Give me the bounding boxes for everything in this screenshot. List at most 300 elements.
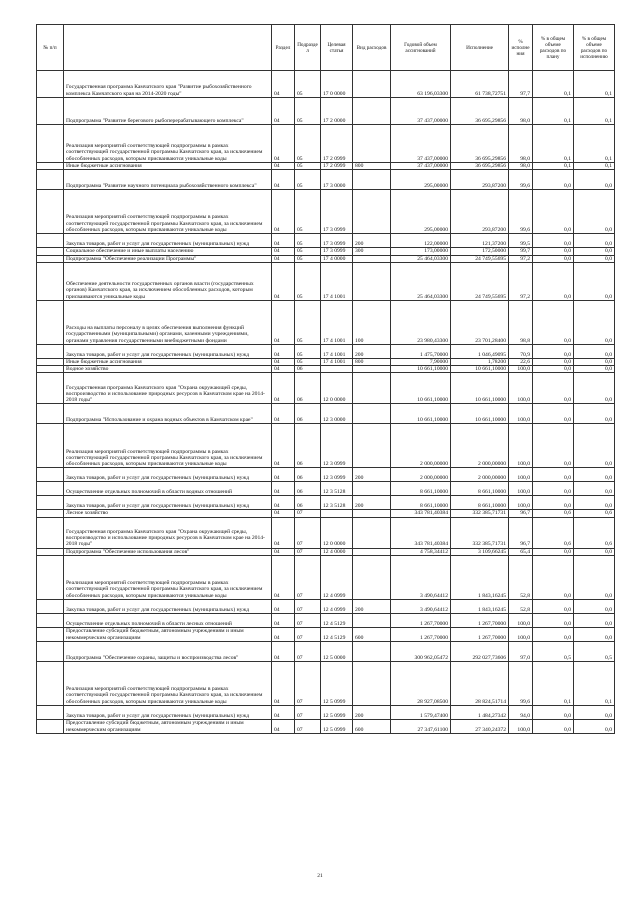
cell-number: [37, 262, 64, 300]
cell-annual-budget: 25 464,03300: [391, 262, 451, 300]
cell-name: Закупка товаров, работ и услуг для государственных (муниципальных) нужд: [64, 468, 272, 482]
cell-podrazdel: 05: [295, 71, 321, 98]
cell-number: [37, 358, 64, 365]
cell-annual-budget: 295,00000: [391, 190, 451, 234]
table-row: [37, 248, 615, 255]
cell-share-execution: 0,0: [574, 358, 615, 365]
cell-name: Государственная программа Камчатского края "Развитие рыбохозяйственного комплекса Камчатского края на 2014-2020 годы": [64, 71, 272, 98]
cell-razdel: 04: [272, 706, 295, 720]
cell-podrazdel: 07: [295, 706, 321, 720]
cell-share-execution: 0,0: [574, 170, 615, 190]
cell-execution: 10 661,10000: [451, 366, 509, 373]
cell-expense-type: [353, 255, 391, 262]
table-row: [37, 300, 615, 344]
cell-name: Лесное хозяйство: [64, 510, 272, 517]
cell-podrazdel: 06: [295, 468, 321, 482]
cell-target-article: 17 3 0000: [321, 170, 353, 190]
cell-execution-pct: 100,0: [509, 482, 533, 496]
cell-annual-budget: 1 475,70000: [391, 344, 451, 358]
cell-execution-pct: 99,5: [509, 234, 533, 248]
cell-target-article: 12 5 0000: [321, 642, 353, 662]
cell-execution-pct: 52,8: [509, 556, 533, 600]
cell-execution: 1,78200: [451, 358, 509, 365]
cell-share-plan: 0,6: [533, 510, 574, 517]
cell-name: Осуществление отдельных полномочий в области водных отношений: [64, 482, 272, 496]
cell-expense-type: [353, 482, 391, 496]
cell-target-article: 17 3 0999: [321, 190, 353, 234]
cell-name: Подпрограмма "Использование и охрана водных объектов в Камчатском крае": [64, 404, 272, 424]
cell-execution-pct: 98,0: [509, 125, 533, 163]
cell-share-plan: 0,0: [533, 614, 574, 628]
table-row: [37, 234, 615, 248]
cell-razdel: 04: [272, 468, 295, 482]
cell-share-execution: 0,0: [574, 300, 615, 344]
cell-share-plan: 0,1: [533, 125, 574, 163]
cell-share-execution: 0,0: [574, 556, 615, 600]
cell-target-article: 12 3 0999: [321, 424, 353, 468]
cell-podrazdel: 07: [295, 628, 321, 642]
cell-expense-type: [353, 190, 391, 234]
cell-share-plan: 0,0: [533, 255, 574, 262]
cell-name: Социальное обеспечение и иные выплаты населению: [64, 248, 272, 255]
cell-share-execution: 0,1: [574, 662, 615, 706]
cell-annual-budget: 10 661,10000: [391, 366, 451, 373]
cell-target-article: 17 0 0000: [321, 71, 353, 98]
cell-name: Подпрограмма "Обеспечение охраны, защиты и воспроизводства лесов": [64, 642, 272, 662]
cell-execution: 1 046,49095: [451, 344, 509, 358]
cell-expense-type: [353, 556, 391, 600]
cell-execution: 24 749,55695: [451, 262, 509, 300]
cell-share-plan: 0,6: [533, 517, 574, 548]
header-annual-budget: Годовой объем ассигнований: [391, 25, 451, 71]
cell-name: Предоставление субсидий бюджетным, автономным учреждениям и иным некоммерческим организациям: [64, 628, 272, 642]
cell-execution: 1 267,70000: [451, 614, 509, 628]
cell-execution-pct: 100,0: [509, 468, 533, 482]
cell-name: Реализация мероприятий соответствующей подпрограммы в рамках соответствующей государственной программы Камчатского края, за исключением обособленных расходов, которым присваиваются уникальные коды: [64, 424, 272, 468]
cell-razdel: 04: [272, 248, 295, 255]
cell-expense-type: 200: [353, 344, 391, 358]
cell-target-article: 17 4 1001: [321, 358, 353, 365]
cell-razdel: 04: [272, 234, 295, 248]
cell-share-plan: 0,0: [533, 482, 574, 496]
cell-execution: 293,87200: [451, 170, 509, 190]
cell-share-plan: 0,0: [533, 720, 574, 734]
cell-name: Подпрограмма "Развитие берегового рыбоперерабатывающего комплекса": [64, 98, 272, 125]
cell-podrazdel: 05: [295, 125, 321, 163]
cell-execution: 332 385,71731: [451, 517, 509, 548]
cell-share-execution: 0,0: [574, 248, 615, 255]
cell-execution: 3 109,66245: [451, 548, 509, 555]
cell-number: [37, 255, 64, 262]
cell-expense-type: 600: [353, 628, 391, 642]
cell-podrazdel: 07: [295, 614, 321, 628]
cell-execution-pct: 52,8: [509, 600, 533, 614]
cell-share-execution: 0,1: [574, 71, 615, 98]
table-row: [37, 358, 615, 365]
cell-share-execution: 0,0: [574, 373, 615, 404]
cell-razdel: 04: [272, 404, 295, 424]
cell-podrazdel: 07: [295, 556, 321, 600]
table-row: [37, 556, 615, 600]
cell-target-article: 12 3 5128: [321, 482, 353, 496]
cell-number: [37, 548, 64, 555]
cell-share-plan: 0,0: [533, 234, 574, 248]
cell-number: [37, 248, 64, 255]
table-row: [37, 98, 615, 125]
cell-razdel: 04: [272, 600, 295, 614]
cell-share-execution: 0,0: [574, 424, 615, 468]
cell-number: [37, 424, 64, 468]
cell-target-article: 12 4 5129: [321, 614, 353, 628]
cell-execution: 8 661,10000: [451, 496, 509, 510]
cell-target-article: 12 0 0000: [321, 373, 353, 404]
cell-razdel: 04: [272, 548, 295, 555]
cell-execution-pct: 99,6: [509, 170, 533, 190]
cell-expense-type: [353, 662, 391, 706]
cell-number: [37, 98, 64, 125]
cell-share-execution: 0,0: [574, 628, 615, 642]
cell-share-plan: 0,0: [533, 190, 574, 234]
cell-execution: 292 027,73606: [451, 642, 509, 662]
cell-expense-type: [353, 170, 391, 190]
cell-number: [37, 720, 64, 734]
table-row: [37, 600, 615, 614]
cell-name: Закупка товаров, работ и услуг для государственных (муниципальных) нужд: [64, 600, 272, 614]
table-row: [37, 510, 615, 517]
cell-expense-type: [353, 71, 391, 98]
cell-number: [37, 482, 64, 496]
cell-annual-budget: 63 196,03300: [391, 71, 451, 98]
cell-name: Предоставление субсидий бюджетным, автономным учреждениям и иным некоммерческим организациям: [64, 720, 272, 734]
cell-podrazdel: 05: [295, 234, 321, 248]
cell-execution: 293,87200: [451, 190, 509, 234]
cell-execution-pct: 97,7: [509, 71, 533, 98]
cell-annual-budget: 37 437,00000: [391, 125, 451, 163]
cell-annual-budget: 8 661,10000: [391, 496, 451, 510]
cell-razdel: 04: [272, 190, 295, 234]
cell-annual-budget: 23 980,43300: [391, 300, 451, 344]
cell-name: Подпрограмма "Обеспечение реализации Программы": [64, 255, 272, 262]
cell-share-plan: 0,1: [533, 662, 574, 706]
cell-podrazdel: 07: [295, 600, 321, 614]
table-row: [37, 517, 615, 548]
cell-share-plan: 0,0: [533, 600, 574, 614]
cell-execution: 1 843,16245: [451, 556, 509, 600]
cell-number: [37, 300, 64, 344]
cell-podrazdel: 07: [295, 662, 321, 706]
cell-name: Закупка товаров, работ и услуг для государственных (муниципальных) нужд: [64, 344, 272, 358]
cell-podrazdel: 05: [295, 98, 321, 125]
header-share-execution: % в общем объеме расходов по исполнению: [574, 25, 615, 71]
cell-razdel: 04: [272, 71, 295, 98]
cell-share-execution: 0,0: [574, 614, 615, 628]
cell-share-execution: 0,0: [574, 468, 615, 482]
cell-number: [37, 706, 64, 720]
cell-target-article: 12 4 5129: [321, 628, 353, 642]
cell-razdel: 04: [272, 556, 295, 600]
cell-share-execution: 0,0: [574, 496, 615, 510]
cell-target-article: 12 4 0999: [321, 600, 353, 614]
cell-number: [37, 614, 64, 628]
cell-target-article: 12 5 0999: [321, 720, 353, 734]
cell-expense-type: [353, 517, 391, 548]
cell-expense-type: 200: [353, 496, 391, 510]
cell-razdel: 04: [272, 255, 295, 262]
cell-share-execution: 0,0: [574, 366, 615, 373]
cell-execution: 10 661,10000: [451, 404, 509, 424]
cell-execution-pct: 99,6: [509, 662, 533, 706]
cell-expense-type: 800: [353, 358, 391, 365]
table-row: [37, 373, 615, 404]
cell-execution: 10 661,10000: [451, 373, 509, 404]
cell-podrazdel: 05: [295, 163, 321, 170]
cell-annual-budget: 10 661,10000: [391, 404, 451, 424]
cell-share-plan: 0,0: [533, 548, 574, 555]
cell-target-article: 12 3 0999: [321, 468, 353, 482]
header-number: № п/п: [37, 25, 64, 71]
cell-target-article: 17 4 1001: [321, 300, 353, 344]
cell-podrazdel: 05: [295, 300, 321, 344]
table-row: [37, 255, 615, 262]
cell-expense-type: 200: [353, 600, 391, 614]
table-row: [37, 496, 615, 510]
cell-podrazdel: 06: [295, 366, 321, 373]
header-name: [64, 25, 272, 71]
cell-share-execution: 0,0: [574, 482, 615, 496]
cell-expense-type: [353, 404, 391, 424]
cell-podrazdel: 06: [295, 404, 321, 424]
cell-annual-budget: 1 579,47400: [391, 706, 451, 720]
cell-annual-budget: 3 490,64412: [391, 556, 451, 600]
header-expense-type: Вид расходов: [353, 25, 391, 71]
cell-number: [37, 366, 64, 373]
cell-share-execution: 0,0: [574, 234, 615, 248]
cell-name: Подпрограмма "Развитие научного потенциала рыбохозяйственного комплекса": [64, 170, 272, 190]
cell-share-plan: 0,0: [533, 496, 574, 510]
cell-target-article: [321, 510, 353, 517]
table-row: [37, 720, 615, 734]
cell-annual-budget: 37 437,00000: [391, 163, 451, 170]
cell-execution-pct: 100,0: [509, 628, 533, 642]
cell-share-plan: 0,0: [533, 248, 574, 255]
cell-razdel: 04: [272, 125, 295, 163]
cell-share-execution: 0,0: [574, 720, 615, 734]
cell-execution: 1 267,70000: [451, 628, 509, 642]
cell-expense-type: 800: [353, 163, 391, 170]
cell-expense-type: [353, 424, 391, 468]
header-razdel: Раздел: [272, 25, 295, 71]
cell-podrazdel: 07: [295, 548, 321, 555]
cell-number: [37, 404, 64, 424]
cell-target-article: 17 2 0999: [321, 125, 353, 163]
cell-execution-pct: 22,6: [509, 358, 533, 365]
cell-expense-type: [353, 510, 391, 517]
cell-number: [37, 163, 64, 170]
cell-share-plan: 0,0: [533, 628, 574, 642]
cell-target-article: 12 4 0000: [321, 548, 353, 555]
cell-podrazdel: 05: [295, 248, 321, 255]
cell-share-plan: 0,0: [533, 358, 574, 365]
header-share-plan: % в общем объеме расходов по плану: [533, 25, 574, 71]
cell-share-execution: 0,5: [574, 642, 615, 662]
cell-expense-type: [353, 614, 391, 628]
cell-expense-type: [353, 642, 391, 662]
cell-expense-type: [353, 548, 391, 555]
cell-annual-budget: 1 267,70000: [391, 614, 451, 628]
cell-number: [37, 517, 64, 548]
cell-execution-pct: 98,8: [509, 300, 533, 344]
cell-execution-pct: 97,2: [509, 255, 533, 262]
cell-razdel: 04: [272, 373, 295, 404]
cell-annual-budget: 28 927,08500: [391, 662, 451, 706]
cell-name: Иные бюджетные ассигнования: [64, 163, 272, 170]
cell-name: Расходы на выплаты персоналу в целях обеспечения выполнения функций государственными (муниципальными) органами, казенными учреждениями, органами управления государственными внебюджетными фондами: [64, 300, 272, 344]
table-row: [37, 468, 615, 482]
header-target-article: Целевая статья: [321, 25, 353, 71]
cell-expense-type: 200: [353, 468, 391, 482]
cell-execution: 1 843,16245: [451, 600, 509, 614]
table-row: [37, 706, 615, 720]
table-row: [37, 366, 615, 373]
cell-execution: 36 695,29856: [451, 163, 509, 170]
table-row: [37, 482, 615, 496]
table-row: [37, 71, 615, 98]
cell-razdel: 04: [272, 628, 295, 642]
cell-execution-pct: 100,0: [509, 720, 533, 734]
cell-execution: 24 749,55695: [451, 255, 509, 262]
cell-number: [37, 71, 64, 98]
cell-annual-budget: 8 661,10000: [391, 482, 451, 496]
cell-execution-pct: 99,7: [509, 248, 533, 255]
cell-share-plan: 0,0: [533, 424, 574, 468]
cell-podrazdel: 06: [295, 496, 321, 510]
cell-execution-pct: 100,0: [509, 614, 533, 628]
cell-annual-budget: 25 464,03300: [391, 255, 451, 262]
cell-name: Реализация мероприятий соответствующей подпрограммы в рамках соответствующей государственной программы Камчатского края, за исключением обособленных расходов, которым присваиваются уникальные коды: [64, 662, 272, 706]
cell-execution: 27 340,24372: [451, 720, 509, 734]
cell-razdel: 04: [272, 358, 295, 365]
cell-annual-budget: 37 437,00000: [391, 98, 451, 125]
cell-share-execution: 0,0: [574, 262, 615, 300]
cell-number: [37, 234, 64, 248]
document-page: [36, 24, 614, 734]
cell-name: Реализация мероприятий соответствующей подпрограммы в рамках соответствующей государственной программы Камчатского края, за исключением обособленных расходов, которым присваиваются уникальные коды: [64, 125, 272, 163]
cell-annual-budget: 343 781,40384: [391, 517, 451, 548]
cell-name: Подпрограмма "Обеспечение использования лесов": [64, 548, 272, 555]
cell-share-plan: 0,0: [533, 170, 574, 190]
cell-share-plan: 0,0: [533, 366, 574, 373]
cell-annual-budget: 295,00000: [391, 170, 451, 190]
cell-execution: 121,37200: [451, 234, 509, 248]
table-row: [37, 170, 615, 190]
cell-number: [37, 468, 64, 482]
cell-razdel: 04: [272, 510, 295, 517]
cell-share-execution: 0,0: [574, 706, 615, 720]
cell-number: [37, 125, 64, 163]
cell-execution-pct: 94,0: [509, 706, 533, 720]
cell-share-plan: 0,0: [533, 404, 574, 424]
cell-execution: 28 824,51714: [451, 662, 509, 706]
cell-target-article: 12 3 0000: [321, 404, 353, 424]
table-row: [37, 190, 615, 234]
cell-execution: 36 695,29856: [451, 125, 509, 163]
cell-target-article: 12 0 0000: [321, 517, 353, 548]
cell-share-execution: 0,0: [574, 344, 615, 358]
cell-share-plan: 0,0: [533, 468, 574, 482]
cell-podrazdel: 05: [295, 255, 321, 262]
cell-podrazdel: 07: [295, 642, 321, 662]
cell-target-article: 17 3 0999: [321, 248, 353, 255]
cell-razdel: 04: [272, 424, 295, 468]
cell-name: Иные бюджетные ассигнования: [64, 358, 272, 365]
cell-target-article: 17 3 0999: [321, 234, 353, 248]
table-row: [37, 614, 615, 628]
cell-execution: 36 695,29856: [451, 98, 509, 125]
cell-annual-budget: 3 490,64412: [391, 600, 451, 614]
cell-name: Реализация мероприятий соответствующей подпрограммы в рамках соответствующей государственной программы Камчатского края, за исключением обособленных расходов, которым присваиваются уникальные коды: [64, 556, 272, 600]
cell-annual-budget: 2 000,00000: [391, 468, 451, 482]
cell-execution-pct: 96,7: [509, 510, 533, 517]
page-number: 21: [317, 873, 323, 879]
cell-razdel: 04: [272, 662, 295, 706]
cell-execution-pct: 98,0: [509, 98, 533, 125]
cell-razdel: 04: [272, 517, 295, 548]
cell-razdel: 04: [272, 262, 295, 300]
cell-target-article: 17 2 0000: [321, 98, 353, 125]
cell-annual-budget: 7,90000: [391, 358, 451, 365]
cell-execution: 172,50000: [451, 248, 509, 255]
cell-execution-pct: 100,0: [509, 424, 533, 468]
cell-expense-type: 600: [353, 720, 391, 734]
cell-execution-pct: 100,0: [509, 496, 533, 510]
cell-annual-budget: 122,00000: [391, 234, 451, 248]
cell-podrazdel: 06: [295, 482, 321, 496]
cell-share-execution: 0,1: [574, 98, 615, 125]
cell-share-execution: 0,0: [574, 600, 615, 614]
cell-share-plan: 0,0: [533, 300, 574, 344]
cell-number: [37, 600, 64, 614]
cell-name: Осуществление отдельных полномочий в области лесных отношений: [64, 614, 272, 628]
cell-name: Закупка товаров, работ и услуг для государственных (муниципальных) нужд: [64, 706, 272, 720]
cell-razdel: 04: [272, 496, 295, 510]
cell-share-execution: 0,6: [574, 510, 615, 517]
cell-name: Государственная программа Камчатского края "Охрана окружающей среды, воспроизводство и использование природных ресурсов в Камчатском крае на 2014-2018 годы": [64, 517, 272, 548]
cell-execution-pct: 100,0: [509, 373, 533, 404]
budget-table: [36, 24, 615, 734]
cell-annual-budget: 4 758,34412: [391, 548, 451, 555]
cell-number: [37, 373, 64, 404]
cell-razdel: 04: [272, 482, 295, 496]
table-row: [37, 662, 615, 706]
table-row: [37, 125, 615, 163]
cell-execution: 23 701,28400: [451, 300, 509, 344]
cell-razdel: 04: [272, 300, 295, 344]
cell-target-article: 12 5 0999: [321, 706, 353, 720]
cell-expense-type: 200: [353, 706, 391, 720]
cell-share-execution: 0,1: [574, 125, 615, 163]
cell-share-plan: 0,1: [533, 98, 574, 125]
cell-razdel: 04: [272, 614, 295, 628]
cell-target-article: 17 2 0999: [321, 163, 353, 170]
cell-name: Водное хозяйство: [64, 366, 272, 373]
cell-podrazdel: 05: [295, 170, 321, 190]
cell-name: Государственная программа Камчатского края "Охрана окружающей среды, воспроизводство и использование природных ресурсов в Камчатском крае на 2014-2018 годы": [64, 373, 272, 404]
cell-expense-type: [353, 373, 391, 404]
cell-execution-pct: 100,0: [509, 366, 533, 373]
cell-razdel: 04: [272, 344, 295, 358]
cell-execution-pct: 97,2: [509, 262, 533, 300]
cell-annual-budget: 1 267,70000: [391, 628, 451, 642]
